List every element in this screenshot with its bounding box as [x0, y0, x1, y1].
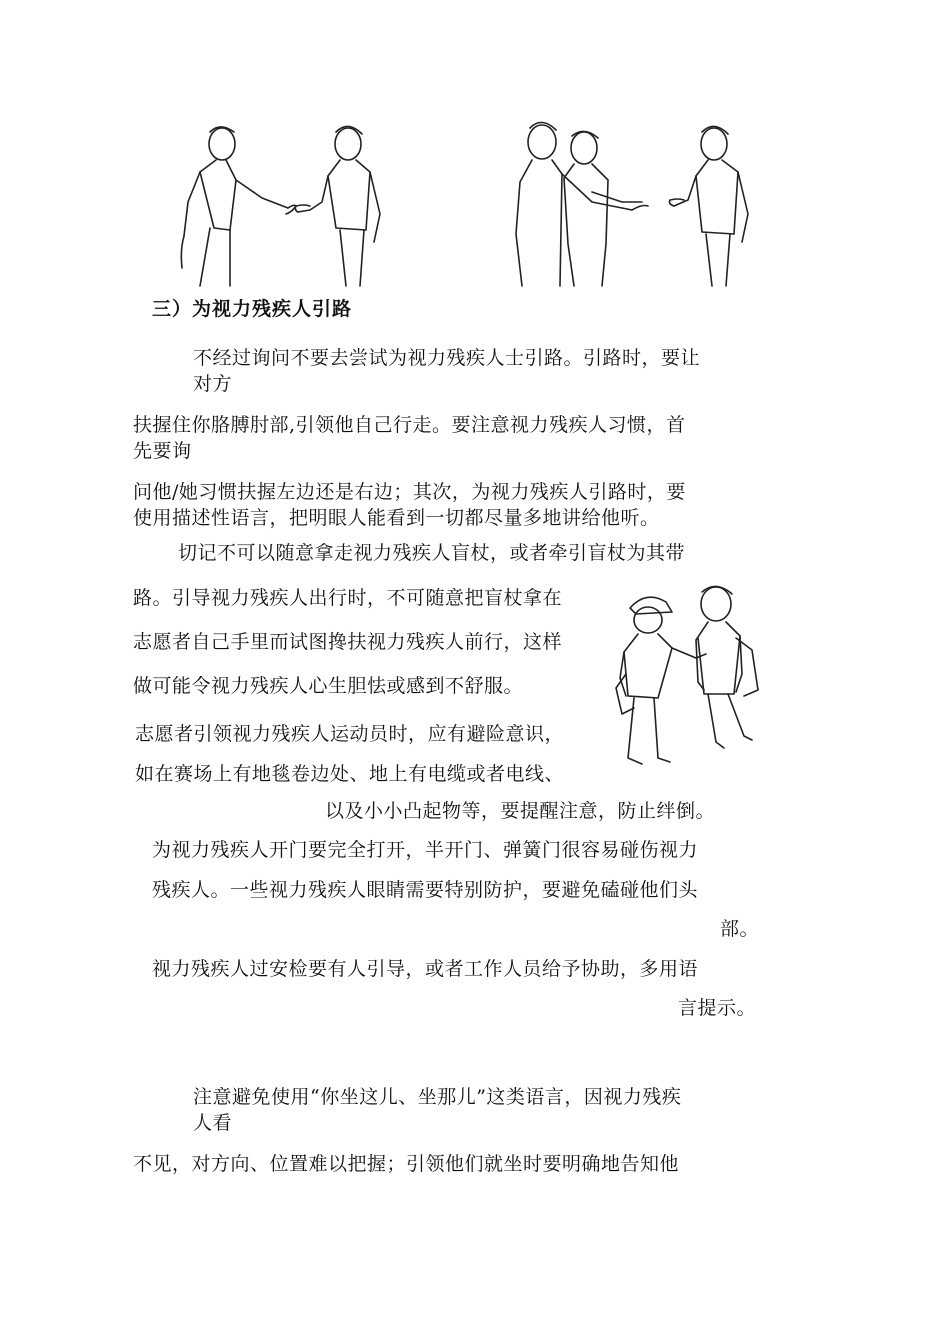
para5-line1: 视力残疾人过安检要有人引导，或者工作人员给予协助，多用语 — [152, 958, 699, 980]
para2-line3: 志愿者自己手里而试图搀扶视力残疾人前行，这样 — [133, 631, 563, 653]
para1-line6: 使用描述性语言，把明眼人能看到一切都尽量多地讲给他听。 — [133, 507, 660, 529]
illustration-guide-introduces — [512, 114, 768, 290]
para2-line2: 路。引导视力残疾人出行时，不可随意把盲杖拿在 — [133, 587, 563, 609]
para2-line1: 切记不可以随意拿走视力残疾人盲杖，或者牵引盲杖为其带 — [178, 542, 686, 564]
para6-line2: 人看 — [193, 1112, 233, 1134]
para6-line1: 注意避免使用“你坐这儿、坐那儿”这类语言，因视力残疾 — [193, 1086, 682, 1108]
para3-line2: 如在赛场上有地毯卷边处、地上有电缆或者电线、 — [135, 763, 565, 785]
para1-line3: 扶握住你胳膊肘部,引领他自己行走。要注意视力残疾人习惯，首 — [133, 414, 686, 436]
para6-line3: 不见，对方向、位置难以把握；引领他们就坐时要明确地告知他 — [133, 1153, 680, 1175]
para1-line1: 不经过询问不要去尝试为视力残疾人士引路。引路时，要让 — [193, 347, 701, 369]
para4-line1: 为视力残疾人开门要完全打开，半开门、弹簧门很容易碰伤视力 — [152, 839, 699, 861]
para3-line1: 志愿者引领视力残疾人运动员时，应有避险意识， — [135, 723, 565, 745]
para1-line5: 问他/她习惯扶握左边还是右边；其次，为视力残疾人引路时，要 — [133, 481, 686, 503]
para1-line4: 先要询 — [133, 440, 192, 462]
section-heading: 三）为视力残疾人引路 — [152, 298, 353, 320]
para2-line4: 做可能令视力残疾人心生胆怯或感到不舒服。 — [133, 675, 524, 697]
para5-line2: 言提示。 — [678, 997, 757, 1019]
para3-line3: 以及小小凸起物等，要提醒注意，防止绊倒。 — [325, 800, 716, 822]
illustration-two-men-handshake — [170, 118, 400, 290]
para4-line2: 残疾人。一些视力残疾人眼睛需要特别防护，要避免磕碰他们头 — [152, 879, 699, 901]
para1-line2: 对方 — [193, 373, 233, 395]
illustration-guiding-child — [612, 578, 762, 774]
para4-line3: 部。 — [720, 918, 760, 940]
